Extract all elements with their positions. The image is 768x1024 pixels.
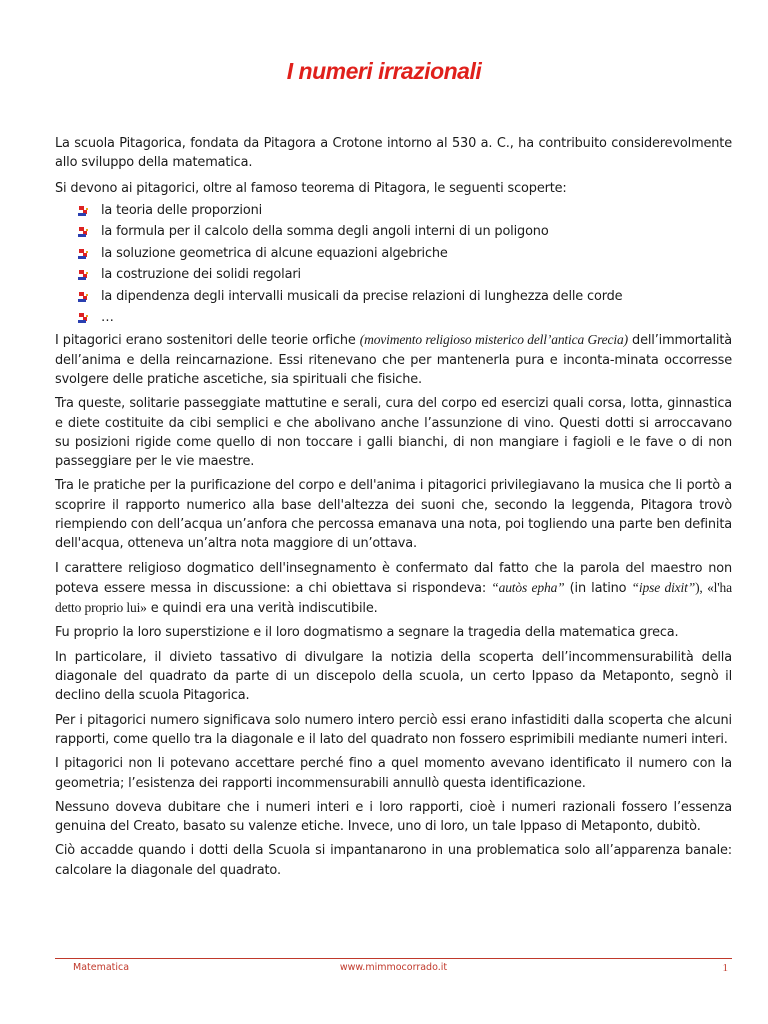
page-number: 1 — [722, 962, 728, 974]
list-item: la costruzione dei solidi regolari — [77, 264, 732, 285]
list-item: la teoria delle proporzioni — [77, 200, 732, 221]
document-body — [55, 134, 732, 885]
integer-paragraph: Per i pitagorici numero significava solo numero intero perciò essi erano infastiditi dalla scoperta che alcuni rapporti, come quello tra la diagonale e il lato del quadrato non fossero esprimibili mediante numeri interi. — [55, 712, 732, 747]
list-item: la dipendenza degli intervalli musicali da precise relazioni di lunghezza delle corde — [77, 286, 732, 307]
superstition-paragraph: Fu proprio la loro superstizione e il loro dogmatismo a segnare la tragedia della matematica greca. — [55, 625, 679, 641]
doubt-paragraph: Nessuno doveva dubitare che i numeri interi e i loro rapporti, cioè i numeri razionali fossero l’essenza genuina del Creato, basato su valenze etiche. Invece, uno di loro, un tale Ippaso di Metaponto, dubitò. — [55, 799, 732, 835]
discoveries-list — [55, 200, 732, 328]
bullet-icon — [77, 205, 90, 218]
orphic-paragraph: I pitagorici erano sostenitori delle teorie orfiche (movimento religioso misterico dell’antica Grecia) dell’immortalità dell’anima e della reincarnazione. Essi ritenevano che per mantenerla pura e inconta-minata occorresse svolgere delle pratiche ascetiche, sia spirituali che fisiche. — [55, 332, 732, 387]
bullet-icon — [77, 312, 90, 325]
footer-divider — [55, 958, 732, 959]
bullet-icon — [77, 226, 90, 239]
problem-paragraph: Ciò accadde quando i dotti della Scuola si impantanarono in una problematica solo all’apparenza banale: calcolare la diagonale del quadrato. — [55, 843, 732, 878]
prohibition-paragraph: In particolare, il divieto tassativo di divulgare la notizia della scoperta dell’incommensurabilità della diagonale del quadrato da parte di un discepolo della scuola, un certo Ippaso da Metaponto, segnò il declino della scuola Pitagorica. — [55, 649, 732, 704]
page-title: I numeri irrazionali — [286, 58, 482, 84]
dogma-paragraph: I carattere religioso dogmatico dell'insegnamento è confermato dal fatto che la parola del maestro non poteva essere messa in discussione: a chi obiettava si rispondeva: “autòs epha” (in latino “ipse dixit”), «l'ha detto proprio lui» e quindi era una verità indiscutibile. — [55, 560, 732, 617]
practices-paragraph: Tra queste, solitarie passeggiate mattutine e serali, cura del corpo ed esercizi quali corsa, lotta, ginnastica e diete costituite da cibi semplici e che abolivano anche l’assunzione di vino. Questi dotti si arroccavano su posizioni rigide come quello di non toccare i galli bianchi, di non mangiare i fagioli e le fave o di non passeggiare per le vie maestre. — [55, 396, 732, 470]
list-item: … — [77, 307, 732, 328]
intro-paragraph: La scuola Pitagorica, fondata da Pitagora a Crotone intorno al 530 a. C., ha contribuito considerevolmente allo sviluppo della matematica. — [55, 136, 732, 171]
greek-quote: “autòs epha” — [491, 579, 565, 595]
latin-quote: “ipse dixit” — [631, 579, 696, 595]
page-footer — [55, 962, 732, 978]
music-paragraph: Tra le pratiche per la purificazione del corpo e dell'anima i pitagorici privilegiavano la musica che li portò a scoprire il rapporto numerico alla base dell'altezza dei suoni che, secondo la leggenda, Pitagora trovò riempiendo con dell’acqua un’anfora che percossa emanava una nota, poi togliendo una parte ben definita dell'acqua, otteneva un’altra nota maggiore di un’ottava. — [55, 478, 732, 552]
discoveries-intro: Si devono ai pitagorici, oltre al famoso teorema di Pitagora, le seguenti scoperte: — [55, 180, 567, 196]
footer-website[interactable]: www.mimmocorrado.it — [339, 962, 448, 973]
list-item: la soluzione geometrica di alcune equazioni algebriche — [77, 243, 732, 264]
footer-subject: Matematica — [73, 962, 130, 973]
italian-quote: «l'ha detto proprio lui» — [55, 579, 732, 616]
geometry-paragraph: I pitagorici non li potevano accettare perché fino a quel momento avevano identificato il numero con la geometria; l’esistenza dei rapporti incommensurabili annullò questa identificazione. — [55, 756, 732, 791]
bullet-icon — [77, 269, 90, 282]
bullet-icon — [77, 248, 90, 261]
bullet-icon — [77, 291, 90, 304]
orphic-note: (movimento religioso misterico dell’antica Grecia) — [359, 332, 628, 348]
list-item: la formula per il calcolo della somma degli angoli interni di un poligono — [77, 221, 732, 242]
